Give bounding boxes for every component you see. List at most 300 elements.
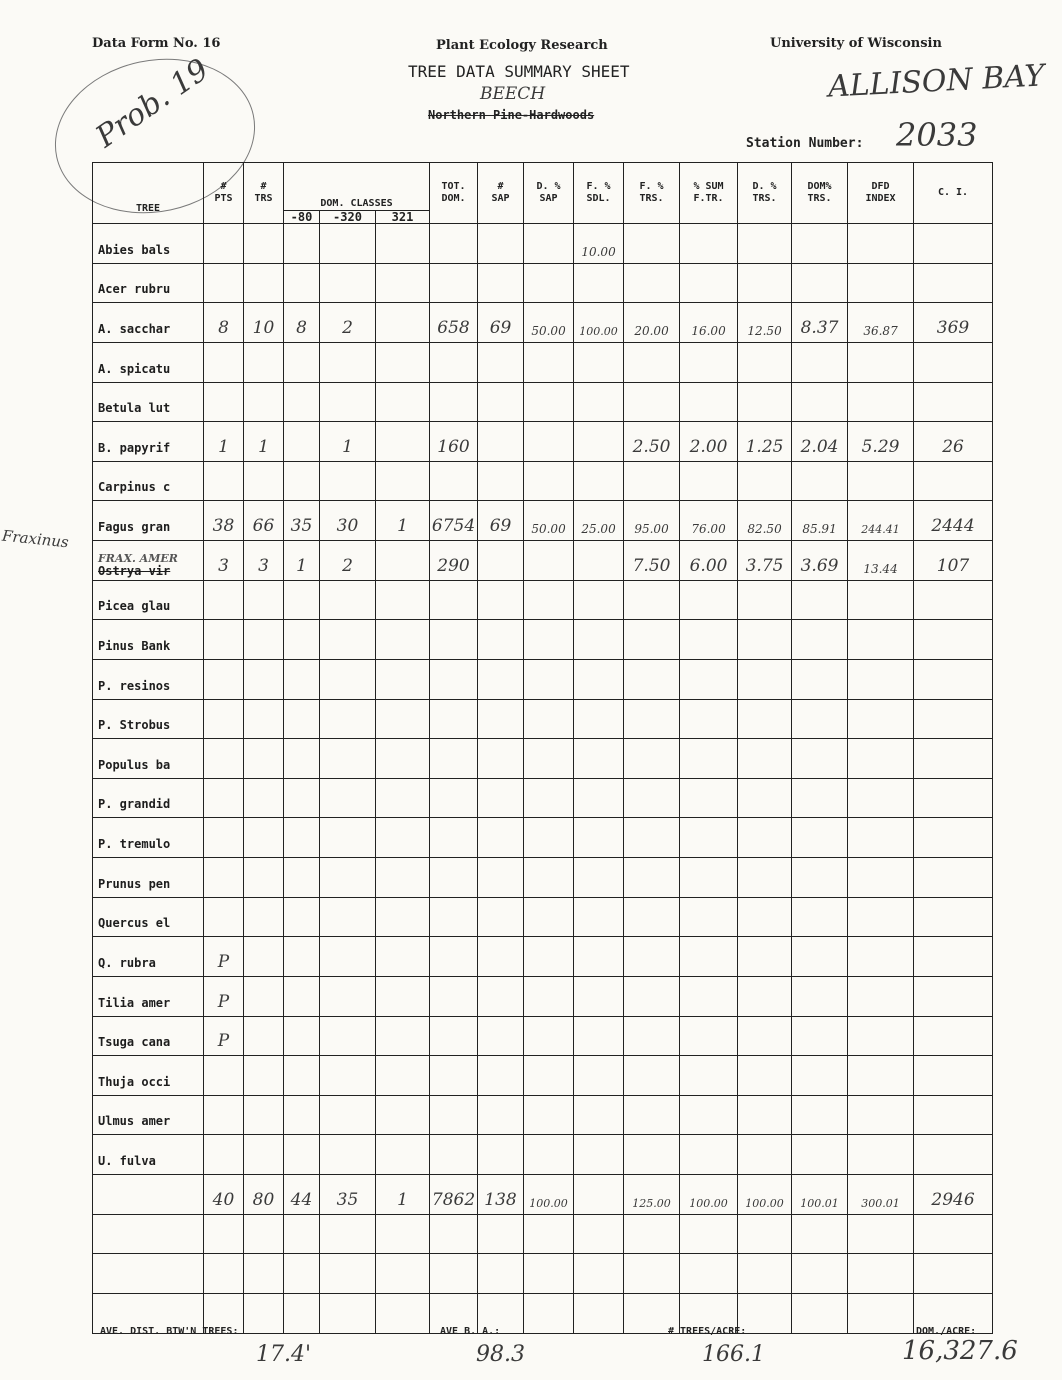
cell-c80 [284,263,320,303]
cell-ftrs [624,858,680,898]
cell-fsdl [574,1095,624,1135]
cell-domtrs [792,1214,848,1254]
cell-dsap [524,739,574,779]
cell-sum [680,224,738,264]
cell-sum [680,342,738,382]
cell-tot: 6754 [430,501,478,541]
cell-trs [244,1056,284,1096]
cell-c80 [284,580,320,620]
cell-dfd [848,382,914,422]
cell-c80 [284,818,320,858]
cell-c80 [284,1135,320,1175]
cell-sum [680,1135,738,1175]
cell-c321 [376,541,430,581]
cell-sap [478,976,524,1016]
cell-c320: 2 [320,303,376,343]
cell-dsap [524,461,574,501]
cell-domtrs [792,818,848,858]
cell-c320 [320,739,376,779]
cell-dfd: 244.41 [848,501,914,541]
cell-dsap [524,937,574,977]
cell-trs [244,739,284,779]
table-row [93,739,993,779]
table-row [93,620,993,660]
cell-tot: 290 [430,541,478,581]
cell-ftrs [624,739,680,779]
cell-trs [244,659,284,699]
cell-ci [914,976,993,1016]
header-d-sap: D. % SAP [524,163,574,224]
cell-sum: 100.00 [680,1175,738,1215]
cell-dsap [524,659,574,699]
cell-sap [478,858,524,898]
table-row [93,1095,993,1135]
cell-ftrs: 95.00 [624,501,680,541]
cell-c320 [320,858,376,898]
cell-ci: 369 [914,303,993,343]
cell-sap: 138 [478,1175,524,1215]
cell-c320 [320,1214,376,1254]
cell-c321 [376,1293,430,1333]
table-row [93,501,993,541]
species-name: U. fulva [93,1135,204,1175]
cell-sap: 69 [478,501,524,541]
cell-c321 [376,1135,430,1175]
cell-domtrs [792,699,848,739]
cell-dsap [524,1214,574,1254]
cell-pts [204,342,244,382]
header-class-320: -320 [320,211,376,224]
cell-dsap [524,976,574,1016]
cell-pts: P [204,937,244,977]
cell-sum [680,659,738,699]
cell-trs: 1 [244,422,284,462]
cell-fsdl [574,937,624,977]
cell-dtrs [738,818,792,858]
cell-domtrs: 85.91 [792,501,848,541]
cell-sum [680,1016,738,1056]
cell-c321 [376,1016,430,1056]
species-name: Picea glau [93,580,204,620]
cell-dfd [848,858,914,898]
cell-dfd [848,1056,914,1096]
cell-fsdl [574,422,624,462]
species-name: Fagus gran [93,501,204,541]
species-name: P. tremulo [93,818,204,858]
cell-sap [478,699,524,739]
cell-dsap [524,1056,574,1096]
cell-dtrs [738,224,792,264]
species-name: Prunus pen [93,858,204,898]
cell-domtrs [792,461,848,501]
cell-pts [204,1254,244,1294]
header-sum-ftr: % SUM F.TR. [680,163,738,224]
table-row [93,263,993,303]
cell-c321 [376,659,430,699]
cell-fsdl [574,461,624,501]
cell-pts: 1 [204,422,244,462]
cell-dfd [848,976,914,1016]
cell-dtrs [738,699,792,739]
cell-dtrs: 82.50 [738,501,792,541]
organization: Plant Ecology Research [436,38,608,53]
cell-dtrs: 3.75 [738,541,792,581]
table-row [93,461,993,501]
cell-fsdl [574,897,624,937]
table-row [93,422,993,462]
cell-dfd [848,580,914,620]
cell-c80: 35 [284,501,320,541]
cell-pts [204,1214,244,1254]
cell-dtrs [738,382,792,422]
table-row [93,382,993,422]
cell-ftrs: 2.50 [624,422,680,462]
cell-domtrs [792,739,848,779]
cell-domtrs [792,224,848,264]
cell-domtrs: 3.69 [792,541,848,581]
cell-dsap: 50.00 [524,501,574,541]
cell-c321 [376,699,430,739]
cell-dsap [524,580,574,620]
cell-c320 [320,976,376,1016]
cell-ci: 26 [914,422,993,462]
cell-dfd [848,620,914,660]
cell-dsap: 100.00 [524,1175,574,1215]
cell-sum: 16.00 [680,303,738,343]
station-label: Station Number: [746,136,864,151]
cell-fsdl [574,739,624,779]
cell-c321: 1 [376,1175,430,1215]
cell-ftrs [624,342,680,382]
cell-trs [244,580,284,620]
cell-c320 [320,897,376,937]
cell-tot [430,976,478,1016]
cell-dfd: 13.44 [848,541,914,581]
cell-c80: 44 [284,1175,320,1215]
cell-trs: 3 [244,541,284,581]
cell-dtrs: 1.25 [738,422,792,462]
cell-sap [478,937,524,977]
cell-tot: 658 [430,303,478,343]
cell-ftrs [624,937,680,977]
cell-ci [914,818,993,858]
species-label: Ostrya vir [98,563,171,578]
cell-tot [430,620,478,660]
cell-domtrs [792,778,848,818]
cell-fsdl [574,1016,624,1056]
header-dom-trs: DOM% TRS. [792,163,848,224]
table-row [93,659,993,699]
header-sap: # SAP [478,163,524,224]
cell-sap [478,1135,524,1175]
cell-sap [478,461,524,501]
cell-c80 [284,342,320,382]
cell-ci [914,263,993,303]
cell-c321: 1 [376,501,430,541]
cell-trs [244,818,284,858]
cell-dtrs [738,1016,792,1056]
cell-fsdl [574,1135,624,1175]
cell-c321 [376,739,430,779]
cell-ftrs [624,382,680,422]
cell-tot [430,1135,478,1175]
cell-c321 [376,1214,430,1254]
cell-trs [244,778,284,818]
cell-sap [478,739,524,779]
cell-c320 [320,699,376,739]
cell-tot: 160 [430,422,478,462]
cell-ci [914,937,993,977]
cell-domtrs [792,897,848,937]
cell-sum [680,620,738,660]
cell-domtrs: 100.01 [792,1175,848,1215]
cell-pts [204,739,244,779]
cell-tot [430,382,478,422]
cell-dfd [848,461,914,501]
cell-ftrs: 125.00 [624,1175,680,1215]
cell-c320 [320,224,376,264]
cell-tot [430,1095,478,1135]
cell-fsdl: 10.00 [574,224,624,264]
cell-sum [680,580,738,620]
cell-c80 [284,699,320,739]
cell-domtrs [792,382,848,422]
cell-c321 [376,263,430,303]
ave-ba-value: 98.3 [476,1342,525,1367]
cell-c80 [284,224,320,264]
cell-ftrs: 20.00 [624,303,680,343]
cell-sum [680,461,738,501]
cell-dsap [524,778,574,818]
cell-ftrs [624,778,680,818]
cell-trs [244,224,284,264]
margin-note: Prob. 19 [89,52,216,155]
cell-dtrs [738,1254,792,1294]
cell-c320 [320,461,376,501]
cell-dfd [848,1214,914,1254]
dom-acre-label: DOM./ACRE: [916,1326,977,1337]
dom-acre-value: 16,327.6 [902,1336,1018,1366]
cell-pts [204,224,244,264]
species-name: A. sacchar [93,303,204,343]
trees-acre-value: 166.1 [702,1342,765,1367]
cell-ci [914,858,993,898]
table-row [93,224,993,264]
cell-sum: 76.00 [680,501,738,541]
species-name: Tsuga cana [93,1016,204,1056]
cell-dsap [524,1293,574,1333]
table-row [93,699,993,739]
cell-ci [914,1016,993,1056]
species-name: Tilia amer [93,976,204,1016]
table-row [93,342,993,382]
university: University of Wisconsin [770,36,942,51]
cell-dtrs [738,1135,792,1175]
cell-c321 [376,342,430,382]
cell-trs [244,461,284,501]
cell-sap [478,1095,524,1135]
cell-pts [204,1095,244,1135]
cell-ftrs [624,1135,680,1175]
species-name: P. Strobus [93,699,204,739]
cell-dsap [524,1254,574,1294]
cell-dfd [848,818,914,858]
cell-dsap [524,897,574,937]
cell-ci [914,224,993,264]
cell-tot [430,224,478,264]
cell-dfd [848,1135,914,1175]
cell-c80 [284,897,320,937]
cell-fsdl: 100.00 [574,303,624,343]
table-row [93,303,993,343]
cell-ftrs [624,1056,680,1096]
cell-c321 [376,422,430,462]
cell-trs [244,1135,284,1175]
cell-dfd [848,1293,914,1333]
cell-domtrs [792,1135,848,1175]
cell-c321 [376,858,430,898]
cell-c320: 1 [320,422,376,462]
cell-fsdl [574,620,624,660]
cell-pts [204,382,244,422]
cell-fsdl [574,976,624,1016]
header-f-sdl: F. % SDL. [574,163,624,224]
cell-sap [478,342,524,382]
table-row [93,1135,993,1175]
cell-trs: 80 [244,1175,284,1215]
cell-domtrs [792,1016,848,1056]
cell-c320 [320,263,376,303]
cell-fsdl [574,382,624,422]
cell-fsdl [574,263,624,303]
handwritten-location: ALLISON BAY [827,58,1046,105]
table-row [93,818,993,858]
cell-trs [244,976,284,1016]
cell-ci: 2444 [914,501,993,541]
cell-tot [430,739,478,779]
cell-c321 [376,1254,430,1294]
cell-ftrs [624,1254,680,1294]
cell-domtrs [792,937,848,977]
species-name: Acer rubru [93,263,204,303]
cell-domtrs: 8.37 [792,303,848,343]
species-name: Q. rubra [93,937,204,977]
cell-c80: 1 [284,541,320,581]
cell-tot [430,342,478,382]
cell-tot [430,1214,478,1254]
table-row [93,1175,993,1215]
cell-c320 [320,937,376,977]
species-name [93,541,204,581]
cell-c320: 30 [320,501,376,541]
cell-tot [430,778,478,818]
cell-tot [430,1254,478,1294]
cell-dsap: 50.00 [524,303,574,343]
cell-ftrs [624,897,680,937]
cell-tot [430,580,478,620]
species-name: P. resinos [93,659,204,699]
cell-ci [914,342,993,382]
cell-fsdl [574,1293,624,1333]
ave-ba-label: AVE B. A.: [440,1326,501,1337]
cell-pts [204,580,244,620]
header-class-321: 321 [376,211,430,224]
cell-ftrs [624,224,680,264]
ave-dist-value: 17.4' [256,1342,312,1367]
tree-data-table [92,162,993,1334]
cell-ci [914,620,993,660]
cell-dtrs [738,620,792,660]
cell-fsdl [574,1175,624,1215]
cell-ci: 2946 [914,1175,993,1215]
species-name: Populus ba [93,739,204,779]
cell-dtrs [738,937,792,977]
cell-tot [430,461,478,501]
cell-c320: 2 [320,541,376,581]
cell-sum: 6.00 [680,541,738,581]
cell-dfd [848,263,914,303]
cell-fsdl [574,778,624,818]
cell-domtrs [792,1056,848,1096]
cell-dsap [524,382,574,422]
cell-dsap [524,699,574,739]
cell-sap [478,778,524,818]
cell-tot [430,1056,478,1096]
cell-domtrs [792,1293,848,1333]
cell-ci [914,1135,993,1175]
form-number: Data Form No. 16 [92,36,221,51]
cell-c320 [320,580,376,620]
table-row [93,976,993,1016]
cell-trs [244,382,284,422]
cell-c80 [284,1254,320,1294]
cell-sum [680,937,738,977]
cell-fsdl [574,858,624,898]
cell-dsap [524,541,574,581]
cell-ci [914,897,993,937]
cell-c321 [376,224,430,264]
cell-c321 [376,976,430,1016]
cell-dtrs [738,580,792,620]
header-tree: TREE [93,163,204,224]
cell-sap [478,580,524,620]
cell-trs [244,263,284,303]
table-row [93,541,993,581]
printed-type: Northern Pine-Hardwoods [428,108,595,122]
cell-sum [680,1095,738,1135]
cell-trs [244,1214,284,1254]
table-row [93,858,993,898]
cell-dfd [848,699,914,739]
cell-sap [478,1016,524,1056]
cell-c80 [284,778,320,818]
cell-ci [914,1254,993,1294]
cell-c80 [284,659,320,699]
species-name: Pinus Bank [93,620,204,660]
cell-dtrs [738,342,792,382]
cell-tot [430,818,478,858]
cell-sap [478,818,524,858]
cell-c320 [320,1056,376,1096]
cell-dfd [848,1254,914,1294]
cell-ci [914,739,993,779]
cell-c80 [284,1293,320,1333]
cell-sum [680,818,738,858]
cell-sap [478,224,524,264]
cell-pts [204,461,244,501]
cell-ftrs [624,620,680,660]
cell-fsdl: 25.00 [574,501,624,541]
